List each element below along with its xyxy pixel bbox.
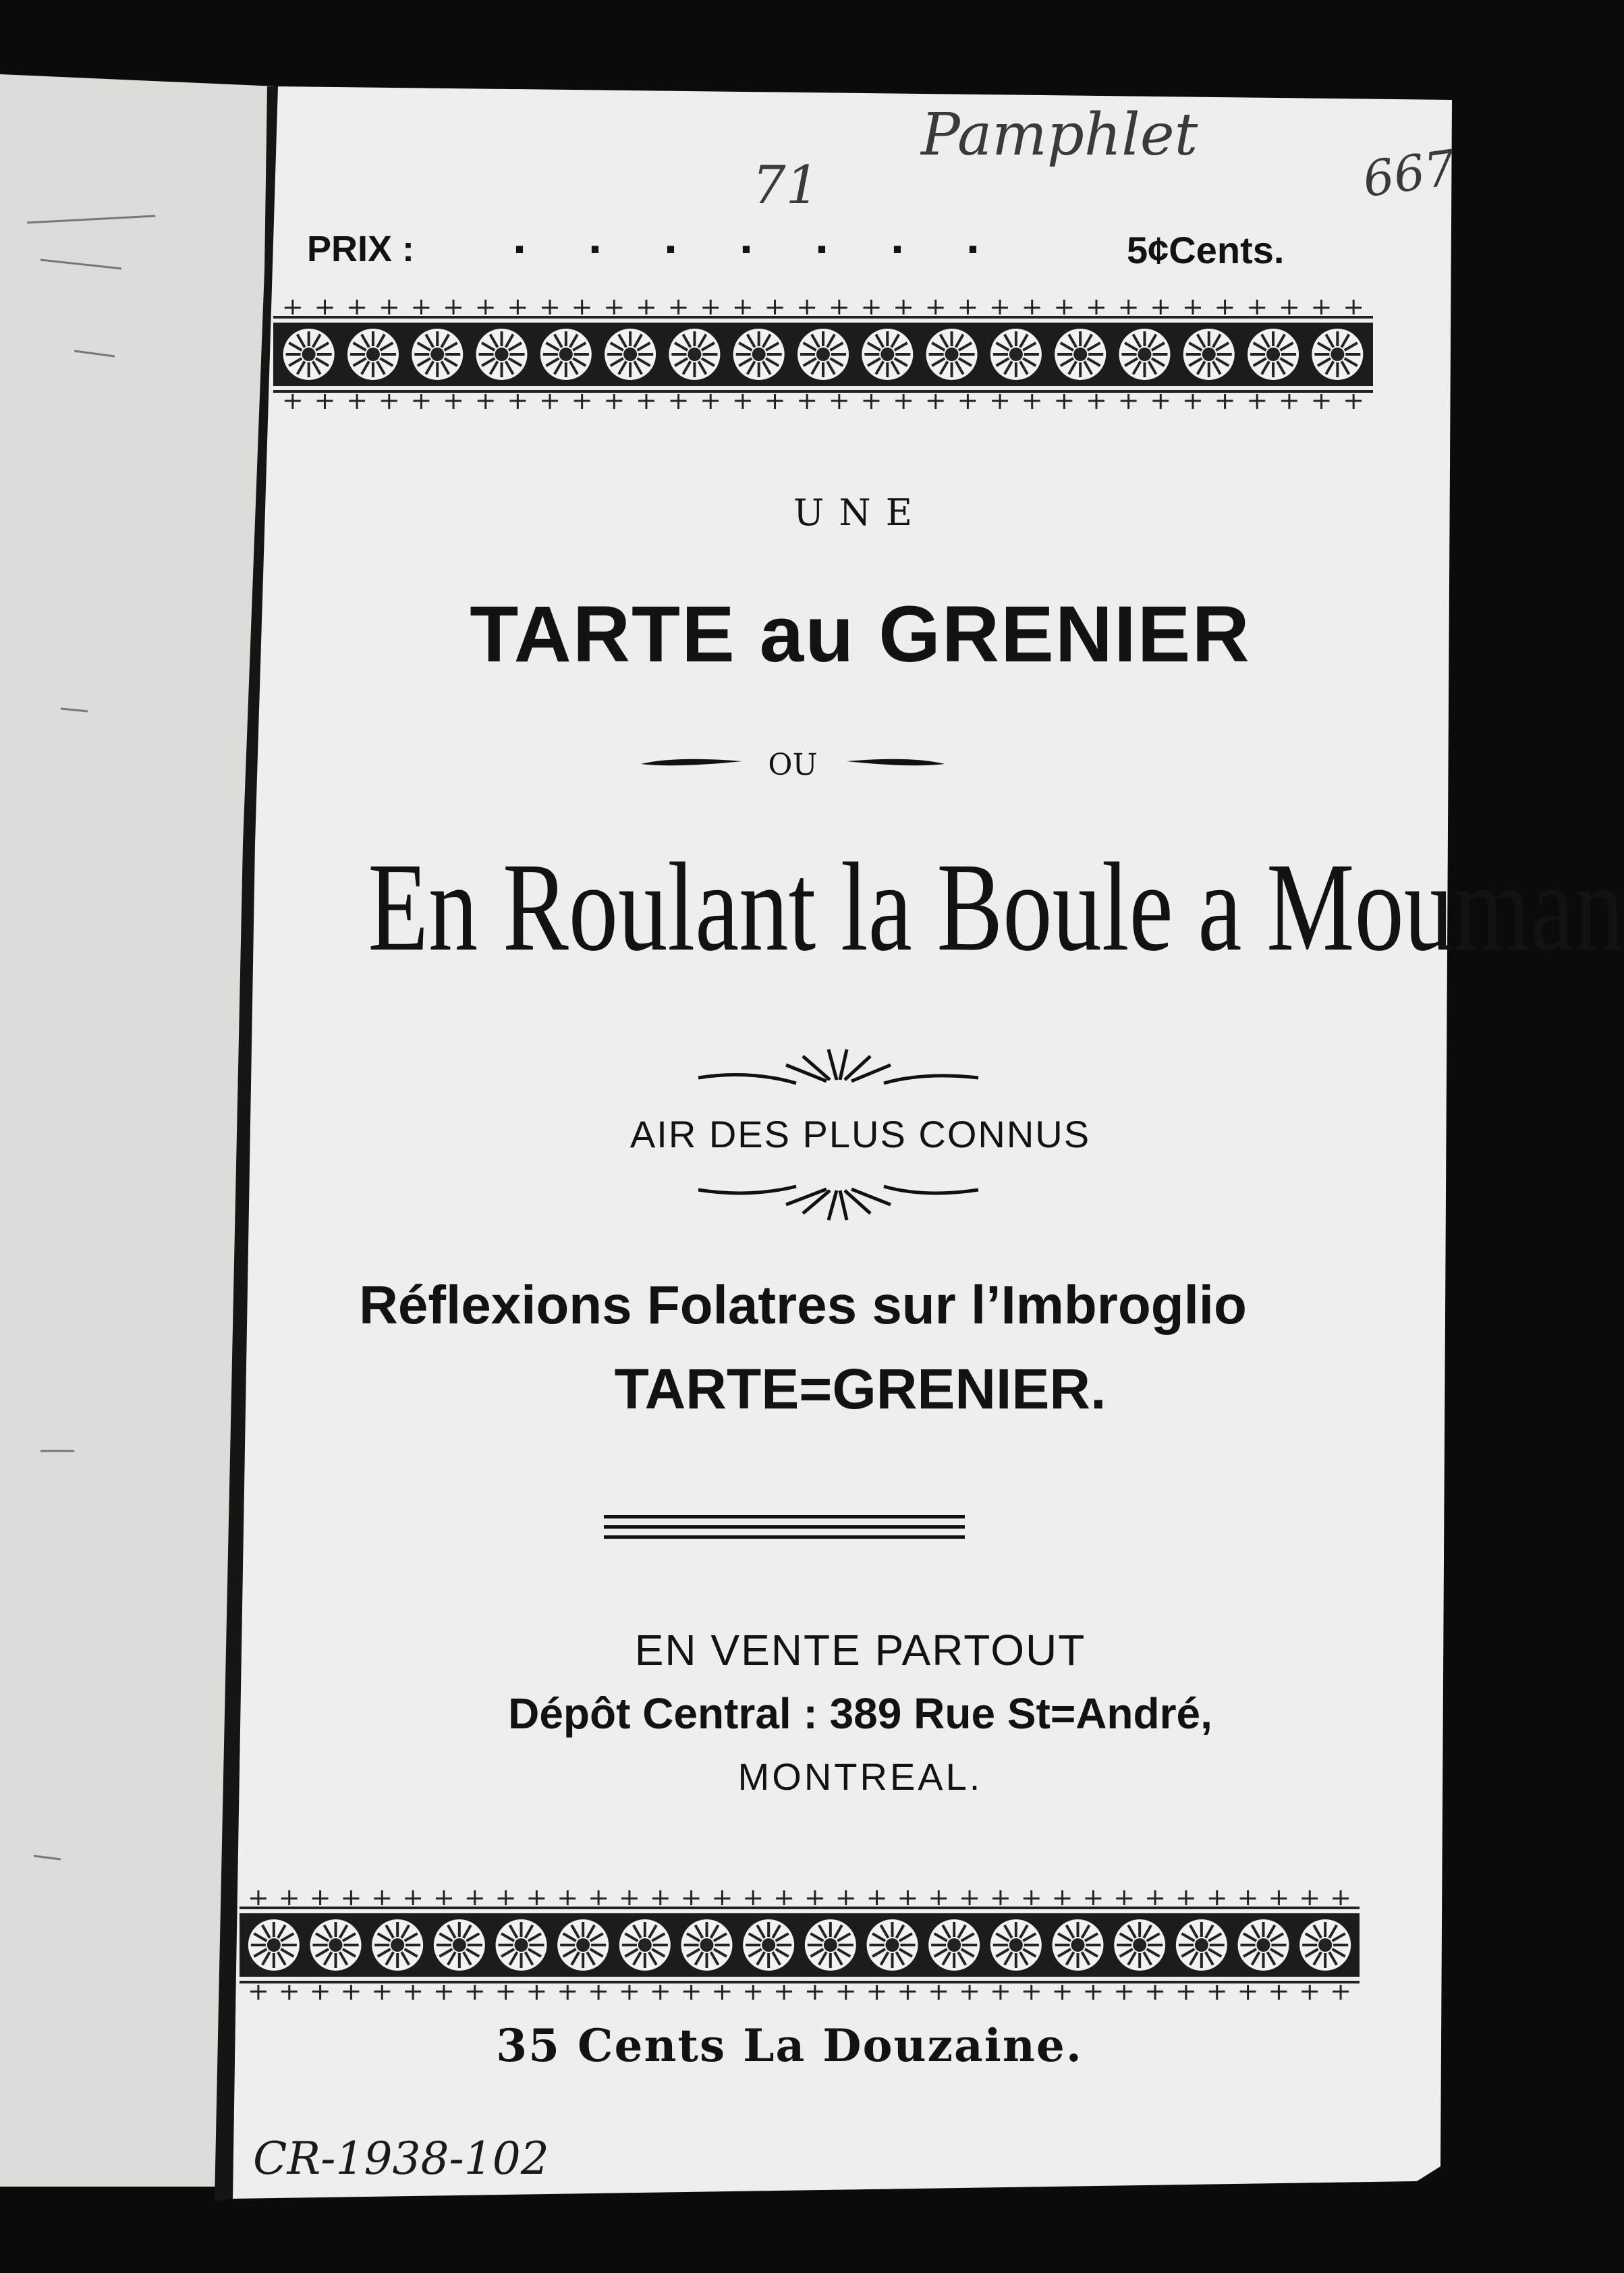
rosette-center [329, 1938, 343, 1952]
rosette-center [816, 348, 830, 361]
rosette-center [1071, 1938, 1085, 1952]
top-ornament-band [273, 300, 1373, 409]
price-dots: . . . . . . . [513, 210, 1005, 264]
subtitle: En Roulant la Boule a Mouman [368, 836, 1624, 977]
rosette-center [1133, 1938, 1146, 1952]
rosette-center [945, 348, 959, 361]
rosette-center [267, 1938, 281, 1952]
price-label: PRIX : [307, 229, 415, 269]
rosette-center [453, 1938, 466, 1952]
rosette-center [1009, 348, 1023, 361]
rosette-center [1202, 348, 1216, 361]
rosette-center [623, 348, 637, 361]
handwritten-catalog-number: CR-1938-102 [253, 2133, 549, 2185]
description-line-2: TARTE=GRENIER. [614, 1357, 1107, 1421]
rosette-center [430, 348, 444, 361]
rosette-center [762, 1938, 775, 1952]
rosette-center [947, 1938, 961, 1952]
handwritten-number-71: 71 [752, 155, 820, 216]
rosette-center [1266, 348, 1280, 361]
rosette-center [302, 348, 316, 361]
rosette-center [1073, 348, 1087, 361]
rosette-center [515, 1938, 528, 1952]
rosette-center [688, 348, 701, 361]
rosette-center [1195, 1938, 1208, 1952]
rosette-center [1331, 348, 1344, 361]
rosette-center [824, 1938, 837, 1952]
main-title: TARTE au GRENIER [470, 590, 1251, 679]
rosette-center [880, 348, 894, 361]
city-line: MONTREAL. [737, 1755, 983, 1798]
rosette-center [495, 348, 509, 361]
rosette-center [559, 348, 573, 361]
rosette-center [638, 1938, 652, 1952]
handwritten-pamphlet: Pamphlet [921, 101, 1198, 169]
rosette-center [366, 348, 380, 361]
tune-line: AIR DES PLUS CONNUS [629, 1113, 1091, 1155]
rosette-center [391, 1938, 404, 1952]
rosette-center [1257, 1938, 1270, 1952]
handwritten-corner-number: 667 [1359, 138, 1459, 209]
depot-line: Dépôt Central : 389 Rue St=André, [508, 1689, 1212, 1738]
rosette-center [752, 348, 766, 361]
bottom-ornament-band [240, 1890, 1360, 2000]
rosette-center [1138, 348, 1151, 361]
rosette-center [576, 1938, 590, 1952]
bulk-price-line: 35 Cents La Douzaine. [496, 2019, 1083, 2072]
rosette-center [1318, 1938, 1332, 1952]
rosette-center [1009, 1938, 1023, 1952]
rosette-center [886, 1938, 899, 1952]
rosette-center [700, 1938, 714, 1952]
title-article: UNE [793, 491, 928, 534]
separator-word: OU [768, 748, 818, 782]
sale-line: EN VENTE PARTOUT [634, 1626, 1086, 1674]
description-line-1: Réflexions Folatres sur l’Imbroglio [359, 1275, 1247, 1335]
price-value: 5¢Cents. [1127, 229, 1285, 271]
